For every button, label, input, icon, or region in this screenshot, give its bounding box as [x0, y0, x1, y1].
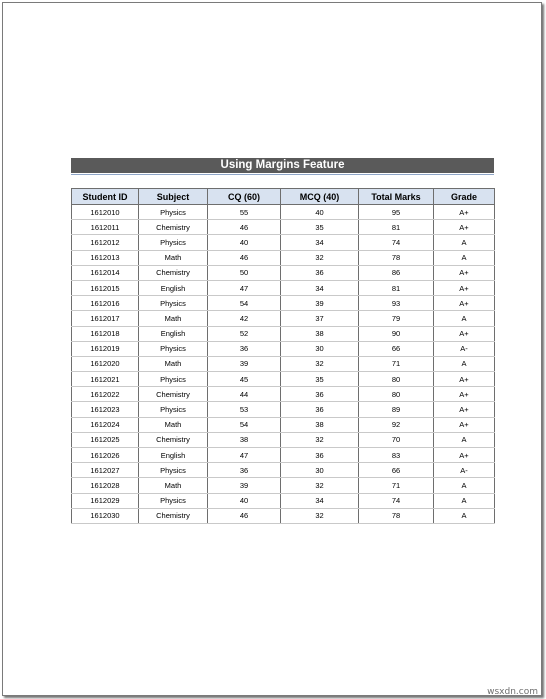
table-row [72, 478, 495, 493]
grade-cell: A- [434, 341, 495, 356]
table-row [72, 508, 495, 523]
total-marks-cell: 74 [359, 493, 434, 508]
subject-cell: Physics [139, 341, 208, 356]
cq-cell: 39 [208, 356, 281, 371]
cq-cell: 55 [208, 205, 281, 220]
subject-cell: English [139, 448, 208, 463]
title-underline [71, 174, 494, 175]
column-header-mcq: MCQ (40) [281, 189, 359, 205]
mcq-cell: 32 [281, 250, 359, 265]
cq-cell: 38 [208, 432, 281, 447]
cq-cell: 36 [208, 463, 281, 478]
subject-cell: Math [139, 417, 208, 432]
student-id-cell: 1612026 [72, 448, 139, 463]
column-header-student-id: Student ID [72, 189, 139, 205]
total-marks-cell: 81 [359, 280, 434, 295]
table-row [72, 265, 495, 280]
mcq-cell: 39 [281, 296, 359, 311]
grade-cell: A+ [434, 387, 495, 402]
cq-cell: 39 [208, 478, 281, 493]
grade-cell: A [434, 311, 495, 326]
watermark-text: wsxdn.com [487, 687, 538, 697]
table-row [72, 326, 495, 341]
table-row [72, 250, 495, 265]
student-id-cell: 1612010 [72, 205, 139, 220]
student-id-cell: 1612022 [72, 387, 139, 402]
grade-cell: A+ [434, 372, 495, 387]
subject-cell: Chemistry [139, 508, 208, 523]
student-id-cell: 1612011 [72, 220, 139, 235]
table-row [72, 372, 495, 387]
student-id-cell: 1612024 [72, 417, 139, 432]
grade-cell: A [434, 250, 495, 265]
subject-cell: Chemistry [139, 220, 208, 235]
student-id-cell: 1612015 [72, 280, 139, 295]
subject-cell: English [139, 326, 208, 341]
grade-cell: A [434, 478, 495, 493]
student-id-cell: 1612029 [72, 493, 139, 508]
table-row [72, 205, 495, 220]
grade-cell: A+ [434, 402, 495, 417]
cq-cell: 40 [208, 235, 281, 250]
subject-cell: Chemistry [139, 265, 208, 280]
total-marks-cell: 70 [359, 432, 434, 447]
table-row [72, 296, 495, 311]
column-header-total-marks: Total Marks [359, 189, 434, 205]
grade-cell: A [434, 493, 495, 508]
student-id-cell: 1612023 [72, 402, 139, 417]
mcq-cell: 32 [281, 478, 359, 493]
grade-cell: A+ [434, 205, 495, 220]
total-marks-cell: 79 [359, 311, 434, 326]
subject-cell: Physics [139, 235, 208, 250]
student-id-cell: 1612017 [72, 311, 139, 326]
grade-cell: A+ [434, 326, 495, 341]
mcq-cell: 35 [281, 220, 359, 235]
student-id-cell: 1612020 [72, 356, 139, 371]
table-row [72, 341, 495, 356]
total-marks-cell: 66 [359, 341, 434, 356]
total-marks-cell: 66 [359, 463, 434, 478]
grade-cell: A [434, 432, 495, 447]
subject-cell: Math [139, 250, 208, 265]
cq-cell: 54 [208, 296, 281, 311]
cq-cell: 47 [208, 280, 281, 295]
grade-cell: A+ [434, 220, 495, 235]
marks-table [71, 188, 495, 524]
cq-cell: 36 [208, 341, 281, 356]
table-row [72, 220, 495, 235]
total-marks-cell: 92 [359, 417, 434, 432]
mcq-cell: 38 [281, 417, 359, 432]
total-marks-cell: 89 [359, 402, 434, 417]
cq-cell: 40 [208, 493, 281, 508]
table-row [72, 463, 495, 478]
total-marks-cell: 71 [359, 356, 434, 371]
cq-cell: 54 [208, 417, 281, 432]
mcq-cell: 40 [281, 205, 359, 220]
table-title: Using Margins Feature [71, 158, 494, 173]
header-row [72, 189, 495, 205]
table-row [72, 356, 495, 371]
mcq-cell: 38 [281, 326, 359, 341]
total-marks-cell: 78 [359, 508, 434, 523]
mcq-cell: 30 [281, 341, 359, 356]
mcq-cell: 36 [281, 448, 359, 463]
cq-cell: 45 [208, 372, 281, 387]
student-id-cell: 1612027 [72, 463, 139, 478]
subject-cell: Chemistry [139, 432, 208, 447]
grade-cell: A- [434, 463, 495, 478]
grade-cell: A+ [434, 296, 495, 311]
mcq-cell: 34 [281, 235, 359, 250]
student-id-cell: 1612018 [72, 326, 139, 341]
student-id-cell: 1612013 [72, 250, 139, 265]
cq-cell: 52 [208, 326, 281, 341]
cq-cell: 46 [208, 250, 281, 265]
cq-cell: 46 [208, 508, 281, 523]
grade-cell: A [434, 235, 495, 250]
table-row [72, 311, 495, 326]
grade-cell: A [434, 356, 495, 371]
total-marks-cell: 93 [359, 296, 434, 311]
table-row [72, 432, 495, 447]
total-marks-cell: 80 [359, 387, 434, 402]
table-row [72, 402, 495, 417]
table-row [72, 448, 495, 463]
table-row [72, 417, 495, 432]
mcq-cell: 34 [281, 493, 359, 508]
subject-cell: Physics [139, 463, 208, 478]
column-header-subject: Subject [139, 189, 208, 205]
column-header-cq: CQ (60) [208, 189, 281, 205]
total-marks-cell: 71 [359, 478, 434, 493]
grade-cell: A+ [434, 265, 495, 280]
mcq-cell: 36 [281, 265, 359, 280]
cq-cell: 42 [208, 311, 281, 326]
subject-cell: Physics [139, 205, 208, 220]
table-row [72, 493, 495, 508]
mcq-cell: 32 [281, 508, 359, 523]
mcq-cell: 32 [281, 432, 359, 447]
mcq-cell: 32 [281, 356, 359, 371]
subject-cell: Physics [139, 296, 208, 311]
column-header-grade: Grade [434, 189, 495, 205]
cq-cell: 44 [208, 387, 281, 402]
student-id-cell: 1612012 [72, 235, 139, 250]
student-id-cell: 1612028 [72, 478, 139, 493]
student-id-cell: 1612030 [72, 508, 139, 523]
grade-cell: A+ [434, 448, 495, 463]
subject-cell: Physics [139, 372, 208, 387]
mcq-cell: 35 [281, 372, 359, 387]
subject-cell: Physics [139, 493, 208, 508]
total-marks-cell: 80 [359, 372, 434, 387]
grade-cell: A+ [434, 417, 495, 432]
total-marks-cell: 81 [359, 220, 434, 235]
mcq-cell: 36 [281, 402, 359, 417]
mcq-cell: 36 [281, 387, 359, 402]
subject-cell: Math [139, 478, 208, 493]
subject-cell: Chemistry [139, 387, 208, 402]
table-row [72, 235, 495, 250]
table-row [72, 280, 495, 295]
mcq-cell: 30 [281, 463, 359, 478]
total-marks-cell: 74 [359, 235, 434, 250]
total-marks-cell: 95 [359, 205, 434, 220]
student-id-cell: 1612019 [72, 341, 139, 356]
subject-cell: English [139, 280, 208, 295]
total-marks-cell: 83 [359, 448, 434, 463]
mcq-cell: 37 [281, 311, 359, 326]
student-id-cell: 1612014 [72, 265, 139, 280]
mcq-cell: 34 [281, 280, 359, 295]
grade-cell: A [434, 508, 495, 523]
subject-cell: Math [139, 356, 208, 371]
total-marks-cell: 78 [359, 250, 434, 265]
table-row [72, 387, 495, 402]
student-id-cell: 1612021 [72, 372, 139, 387]
cq-cell: 53 [208, 402, 281, 417]
total-marks-cell: 90 [359, 326, 434, 341]
cq-cell: 46 [208, 220, 281, 235]
grade-cell: A+ [434, 280, 495, 295]
cq-cell: 50 [208, 265, 281, 280]
total-marks-cell: 86 [359, 265, 434, 280]
subject-cell: Physics [139, 402, 208, 417]
subject-cell: Math [139, 311, 208, 326]
student-id-cell: 1612016 [72, 296, 139, 311]
cq-cell: 47 [208, 448, 281, 463]
student-id-cell: 1612025 [72, 432, 139, 447]
